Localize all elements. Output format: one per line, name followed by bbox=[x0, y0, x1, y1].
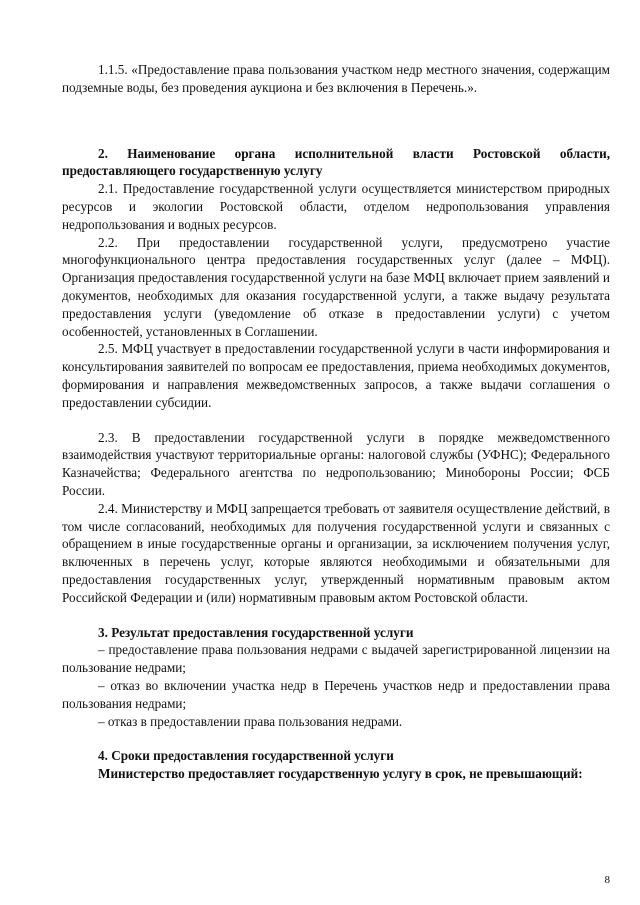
section-3-heading: 3. Результат предоставления государственной услуги bbox=[98, 624, 414, 640]
section-2-heading: 2. Наименование органа исполнительной власти Ростовской области, предоставляющего государственную услугу bbox=[62, 145, 610, 179]
result-item-1: – предоставление права пользования недрами с выдачей зарегистрированной лицензии на пользование недрами; bbox=[62, 642, 610, 676]
paragraph-2-5: 2.5. МФЦ участвует в предоставлении государственной услуги в части информирования и консультирования заявителей по вопросам ее предоставления, приема необходимых документов, формирования и направления межведомственных запросов, а также выдачи соглашения о предоставлении субсидии. bbox=[62, 341, 610, 410]
paragraph-2-1: 2.1. Предоставление государственной услуги осуществляется министерством природных ресурсов и экологии Ростовской области, отделом недропользования управления недропользования и водных ресурсов. bbox=[62, 181, 610, 232]
page-number: 8 bbox=[604, 874, 610, 886]
paragraph-2-4: 2.4. Министерству и МФЦ запрещается требовать от заявителя осуществление действий, в том числе согласований, необходимых для получения государственной услуги и связанных с обращением в иные государственные органы и организации, за исключением получения услуг, включенных в перечень услуг, которые являются необходимыми и обязательными для предоставления государственных услуг, утвержденный нормативным правовым актом Российской Федерации и (или) нормативным правовым актом Ростовской области. bbox=[62, 500, 610, 605]
paragraph-2-3: 2.3. В предоставлении государственной услуги в порядке межведомственного взаимодействия участвуют территориальные органы: налоговой службы (УФНС); Федерального Казначейства; Федерального агентства по недропользованию; Минобороны России; ФСБ России. bbox=[62, 429, 610, 498]
paragraph-2-2: 2.2. При предоставлении государственной услуги, предусмотрено участие многофункционального центра предоставления государственных услуг (далее – МФЦ). Организация предоставления государственной услуги на базе МФЦ включает прием заявлений и документов, необходимых для оказания государственной услуги, а также выдачу результата предоставления услуги (уведомление об отказе в предоставлении услуги) с учетом особенностей, установленных в Соглашении. bbox=[62, 234, 610, 339]
document-page bbox=[62, 0, 610, 783]
paragraph-4-1: Министерство предоставляет государственную услугу в срок, не превышающий: bbox=[98, 766, 583, 782]
paragraph-1-1-5: 1.1.5. «Предоставление права пользования участком недр местного значения, содержащим подземные воды, без проведения аукциона и без включения в Перечень.». bbox=[62, 62, 610, 95]
section-4-heading: 4. Сроки предоставления государственной услуги bbox=[98, 748, 394, 764]
result-item-3: – отказ в предоставлении права пользования недрами. bbox=[98, 713, 403, 729]
result-item-2: – отказ во включении участка недр в Перечень участков недр и предоставлении права пользования недрами; bbox=[62, 677, 610, 711]
